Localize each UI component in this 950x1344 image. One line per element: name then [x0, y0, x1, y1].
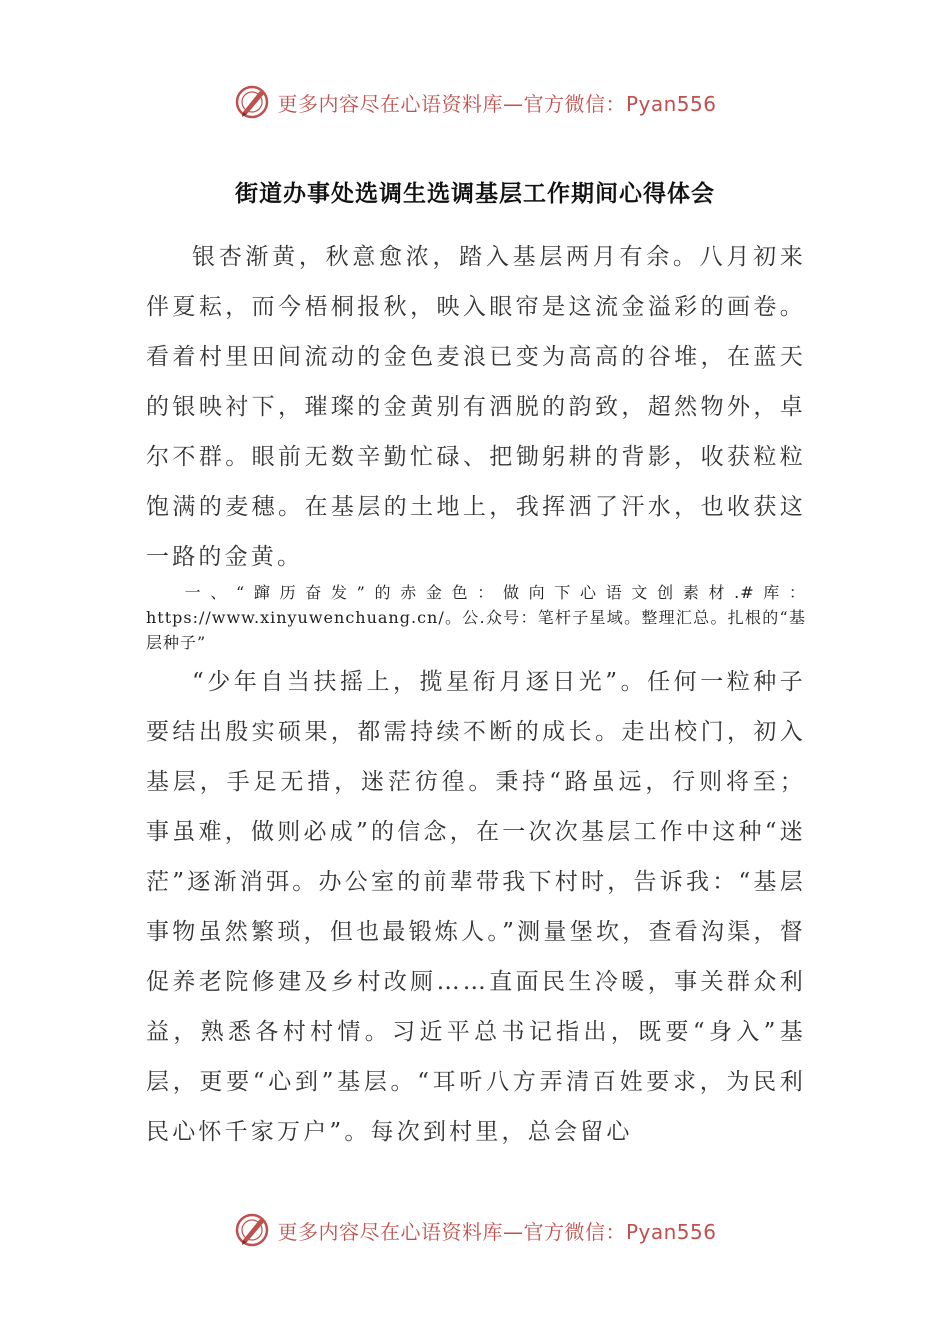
body-section-2 — [146, 657, 806, 1157]
header-banner — [0, 80, 950, 124]
header-banner-text: 更多内容尽在心语资料库—官方微信：Pyan556 — [277, 91, 717, 116]
document-title: 街道办事处选调生选调基层工作期间心得体会 — [235, 181, 715, 207]
paragraph-2: “少年自当扶摇上，揽星衔月逐日光”。任何一粒种子要结出殷实硕果，都需持续不断的成长。走出校门，初入基层，手足无措，迷茫彷徨。秉持“路虽远，行则将至；事虽难，做则必成”的信念，在一次次基层工作中这种“迷茫”逐渐消弭。办公室的前辈带我下村时，告诉我：“基层事物虽然繁琐，但也最锻炼人。”测量堡坎，查看沟渠，督促养老院修建及乡村改厕……直面民生冷暖，事关群众利益，熟悉各村村情。习近平总书记指出，既要“身入”基层，更要“心到”基层。“耳听八方弄清百姓要求，为民利民心怀千家万户”。每次到村里，总会留心 — [146, 669, 806, 1145]
section-heading-1 — [146, 580, 806, 655]
pen-logo-icon — [233, 83, 271, 121]
section-heading-1-text: 一、“蹿历奋发”的赤金色：做向下心语文创素材.#库：https://www.xinyuwenchuang.cn/。公.众号：笔杆子星域。整理汇总。扎根的“基层种子” — [146, 583, 806, 652]
footer-banner-text: 更多内容尽在心语资料库—官方微信：Pyan556 — [277, 1219, 717, 1244]
body-section-1 — [146, 232, 806, 582]
paragraph-1: 银杏渐黄，秋意愈浓，踏入基层两月有余。八月初来伴夏耘，而今梧桐报秋，映入眼帘是这流金溢彩的画卷。看着村里田间流动的金色麦浪已变为高高的谷堆，在蓝天的银映衬下，璀璨的金黄别有洒脱的韵致，超然物外，卓尔不群。眼前无数辛勤忙碌、把锄躬耕的背影，收获粒粒饱满的麦穗。在基层的土地上，我挥洒了汗水，也收获这一路的金黄。 — [146, 244, 806, 570]
footer-banner — [0, 1208, 950, 1252]
pen-logo-icon — [233, 1211, 271, 1249]
